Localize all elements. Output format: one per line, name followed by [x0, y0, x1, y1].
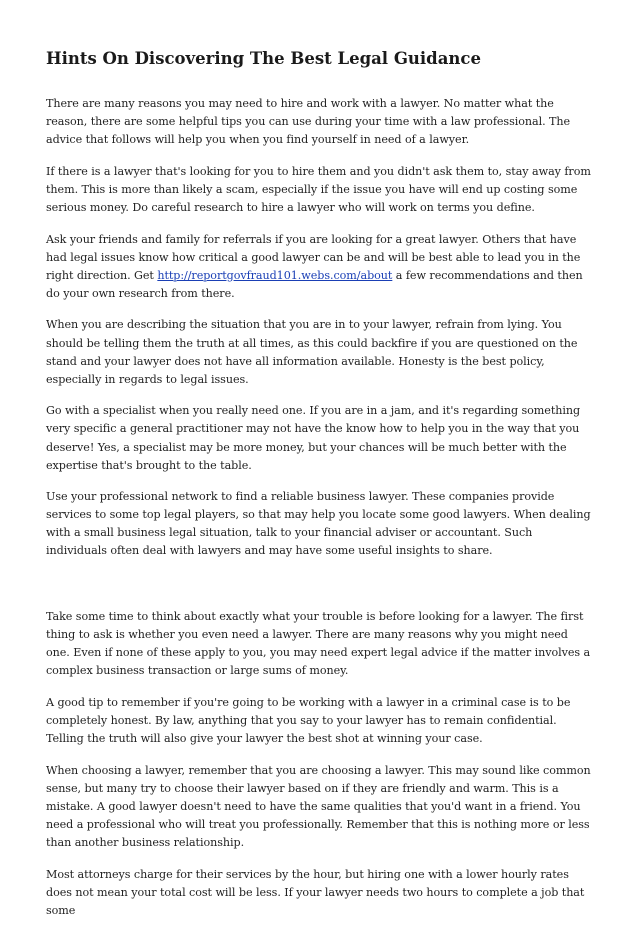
paragraph-assess-trouble: Take some time to think about exactly what your trouble is before looking for a lawyer. The first thing to ask is whether you even need a lawyer. There are many reasons why you might need one. Even if none of these apply to you, you may need expert legal advice if the matter involves a complex business transaction or large sums of money. [46, 610, 591, 678]
paragraph-business-network: Use your professional network to find a reliable business lawyer. These companies provide services to some top legal players, so that may help you locate some good lawyers. When dealing with a small business legal situation, talk to your financial adviser or accountant. Such individuals often deal with lawyers and may have some useful insights to share. [46, 490, 591, 558]
referral-link[interactable]: http://reportgovfraud101.webs.com/about [157, 268, 393, 282]
document-page [46, 48, 594, 933]
paragraph-unsolicited-lawyer: If there is a lawyer that's looking for you to hire them and you didn't ask them to, stay away from them. This is more than likely a scam, especially if the issue you have will end up costing some serious money. Do careful research to hire a lawyer who will work on terms you define. [46, 164, 591, 214]
document-title: Hints On Discovering The Best Legal Guidance [46, 49, 481, 68]
paragraph-honesty: When you are describing the situation that you are in to your lawyer, refrain from lying. You should be telling them the truth at all times, as this could backfire if you are questioned on the stand and your lawyer does not have all information available. Honesty is the best policy, especially in regards to legal issues. [46, 318, 578, 386]
paragraph-referrals-text-before: Ask your friends and family for referrals if you are looking for a great lawyer. Others that have had legal issues know how critical a good lawyer can be and will be best able to lead you in the right direction. Get [46, 232, 581, 282]
section-gap [46, 574, 594, 608]
paragraph-intro: There are many reasons you may need to hire and work with a lawyer. No matter what the reason, there are some helpful tips you can use during your time with a law professional. The advice that follows will help you when you find yourself in need of a lawyer. [46, 97, 571, 147]
paragraph-hourly-rates: Most attorneys charge for their services by the hour, but hiring one with a lower hourly rates does not mean your total cost will be less. If your lawyer needs two hours to complete a job that some [46, 867, 585, 917]
paragraph-referrals [46, 231, 594, 303]
paragraph-referrals-text-after: a few recommendations and then do your own research from there. [46, 268, 583, 300]
paragraph-criminal-case: A good tip to remember if you're going to be working with a lawyer in a criminal case is to be completely honest. By law, anything that you say to your lawyer has to remain confidential. Telling the truth will also give your lawyer the best shot at winning your case. [46, 695, 571, 746]
paragraph-choosing-lawyer: When choosing a lawyer, remember that you are choosing a lawyer. This may sound like common sense, but many try to choose their lawyer based on if they are friendly and warm. This is a mistake. A good lawyer doesn't need to have the same qualities that you'd want in a friend. You need a professional who will treat you professionally. Remember that this is nothing more or less than another business relationship. [46, 763, 591, 850]
paragraph-specialist: Go with a specialist when you really need one. If you are in a jam, and it's regarding something very specific a general practitioner may not have the know how to help you in the way that you deserve! Yes, a specialist may be more money, but your chances will be much better with the expertise that's brought to the table. [46, 404, 581, 472]
